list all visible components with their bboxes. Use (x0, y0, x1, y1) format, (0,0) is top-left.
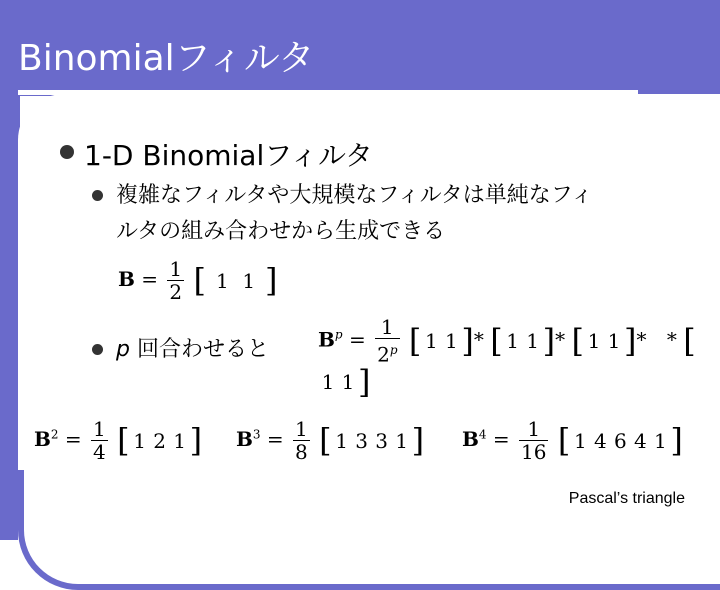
equation-b3 (236, 418, 424, 463)
eq-b2-den: 4 (93, 440, 106, 464)
eq-bp-k1a: 1 (424, 328, 438, 353)
eq-bp-den-base: 2 (377, 342, 390, 367)
eq-bp-kernel-1 (421, 329, 461, 353)
eq-bp-lhs: B (318, 327, 335, 352)
equation-bp (318, 315, 720, 401)
eq-bp-kernel-4 (318, 370, 358, 394)
eq-b-m2: 1 (242, 268, 256, 293)
sub-bullet-2 (116, 332, 269, 363)
eq-bp-k3a: 1 (587, 328, 601, 353)
eq-b4-bracket-left: [ (557, 421, 571, 460)
eq-bp-kernel-2 (503, 329, 543, 353)
sub-bullet-2-text: 回合わせると (129, 337, 269, 362)
eq-b4-v4: 1 (653, 428, 667, 453)
eq-b2-matrix (130, 429, 190, 453)
eq-b4-bracket-right: ] (670, 421, 683, 460)
sub-bullet-1-line2: ルタの組み合わせから生成できる (116, 219, 446, 244)
eq-b3-bracket-left: [ (319, 421, 332, 460)
eq-b4-fraction (519, 418, 548, 463)
eq-b3-v3: 1 (395, 428, 408, 453)
eq-b-matrix (212, 269, 258, 293)
eq-b3-v0: 1 (335, 428, 348, 453)
eq-bp-equals: = (348, 327, 366, 352)
eq-b-lhs: B (118, 267, 135, 291)
eq-b3-num: 1 (295, 417, 308, 441)
eq-b-num: 1 (169, 257, 183, 281)
eq-bp-k4b: 1 (341, 369, 355, 394)
slide-title: Binomialフィルタ (18, 38, 315, 79)
eq-bp-k3-left: [ (571, 321, 584, 360)
slide-bottom-frame (18, 470, 720, 590)
sub-bullet-1-line1: 複雑なフィルタや大規模なフィルタは単純なフィ (116, 183, 593, 208)
eq-b-m1: 1 (215, 268, 229, 293)
eq-bp-k2a: 1 (506, 328, 520, 353)
eq-b-fraction (167, 258, 184, 303)
eq-b2-v2: 1 (173, 428, 186, 453)
eq-b4-equals: = (492, 427, 510, 451)
bullet-1-text: 1-D Binomialフィルタ (84, 139, 373, 172)
eq-b3-v2: 3 (375, 428, 388, 453)
eq-bp-den-sup: p (389, 343, 398, 357)
eq-bp-k1b: 1 (444, 328, 458, 353)
eq-bp-sup: p (334, 327, 343, 342)
eq-b3-sup: 3 (252, 427, 261, 442)
title-band (0, 0, 720, 96)
eq-b2-sup: 2 (50, 427, 59, 442)
sub-bullet-2-p: p (116, 337, 130, 362)
eq-b4-v0: 1 (573, 428, 587, 453)
eq-b4-v2: 6 (613, 428, 627, 453)
eq-b2-bracket-left: [ (117, 421, 130, 460)
eq-bp-den (375, 338, 399, 366)
eq-bp-k2b: 1 (526, 328, 540, 353)
eq-bp-k4a: 1 (321, 369, 335, 394)
eq-b3-equals: = (266, 427, 284, 451)
eq-bp-k3b: 1 (607, 328, 621, 353)
eq-b2-bracket-right: ] (189, 421, 203, 460)
eq-b4-lhs: B (462, 427, 479, 451)
eq-bp-k2-right: ] (542, 321, 556, 360)
eq-b2-num: 1 (93, 417, 106, 441)
equation-b (118, 258, 278, 303)
eq-b4-v1: 4 (593, 428, 607, 453)
eq-bp-k2-left: [ (490, 321, 503, 360)
eq-b4-sup: 4 (478, 427, 487, 442)
eq-b2-v0: 1 (133, 428, 146, 453)
eq-bp-star-4: * (666, 327, 677, 352)
eq-b-equals: = (141, 267, 159, 291)
eq-b2-v1: 2 (153, 428, 166, 453)
eq-bp-star-1: * (473, 327, 484, 352)
eq-b3-den: 8 (295, 440, 308, 464)
eq-b4-num: 1 (527, 417, 541, 441)
eq-b3-fraction (293, 418, 310, 463)
eq-b-bracket-right: ] (265, 261, 278, 300)
eq-bp-k1-left: [ (408, 321, 422, 360)
eq-b3-matrix (332, 429, 412, 453)
eq-b2-fraction (91, 418, 108, 463)
eq-b-bracket-left: [ (193, 261, 206, 300)
equation-b2 (34, 418, 202, 463)
eq-bp-k1-right: ] (461, 321, 474, 360)
footnote-pascal: Pascal’s triangle (568, 490, 685, 507)
eq-b4-den: 16 (521, 440, 547, 464)
eq-bp-k3-right: ] (624, 321, 637, 360)
sub-bullet-dot (92, 190, 103, 201)
eq-bp-k4-right: ] (358, 362, 371, 401)
equation-b4 (462, 418, 683, 463)
eq-b4-matrix (570, 429, 670, 453)
eq-b3-bracket-right: ] (411, 421, 425, 460)
eq-b2-lhs: B (34, 427, 51, 451)
eq-bp-star-2: * (555, 327, 566, 352)
eq-b-den: 2 (169, 280, 183, 304)
eq-b4-v3: 4 (633, 428, 647, 453)
eq-b3-v1: 3 (355, 428, 368, 453)
eq-bp-kernel-3 (584, 329, 624, 353)
title-underline (18, 90, 638, 95)
bullet-dot (60, 145, 74, 159)
eq-b2-equals: = (64, 427, 82, 451)
eq-bp-fraction (375, 316, 399, 366)
eq-bp-k4-left: [ (683, 321, 696, 360)
sub-bullet-dot (92, 344, 103, 355)
eq-bp-num: 1 (380, 315, 394, 339)
eq-bp-star-3: * (636, 327, 647, 352)
eq-b3-lhs: B (236, 427, 253, 451)
